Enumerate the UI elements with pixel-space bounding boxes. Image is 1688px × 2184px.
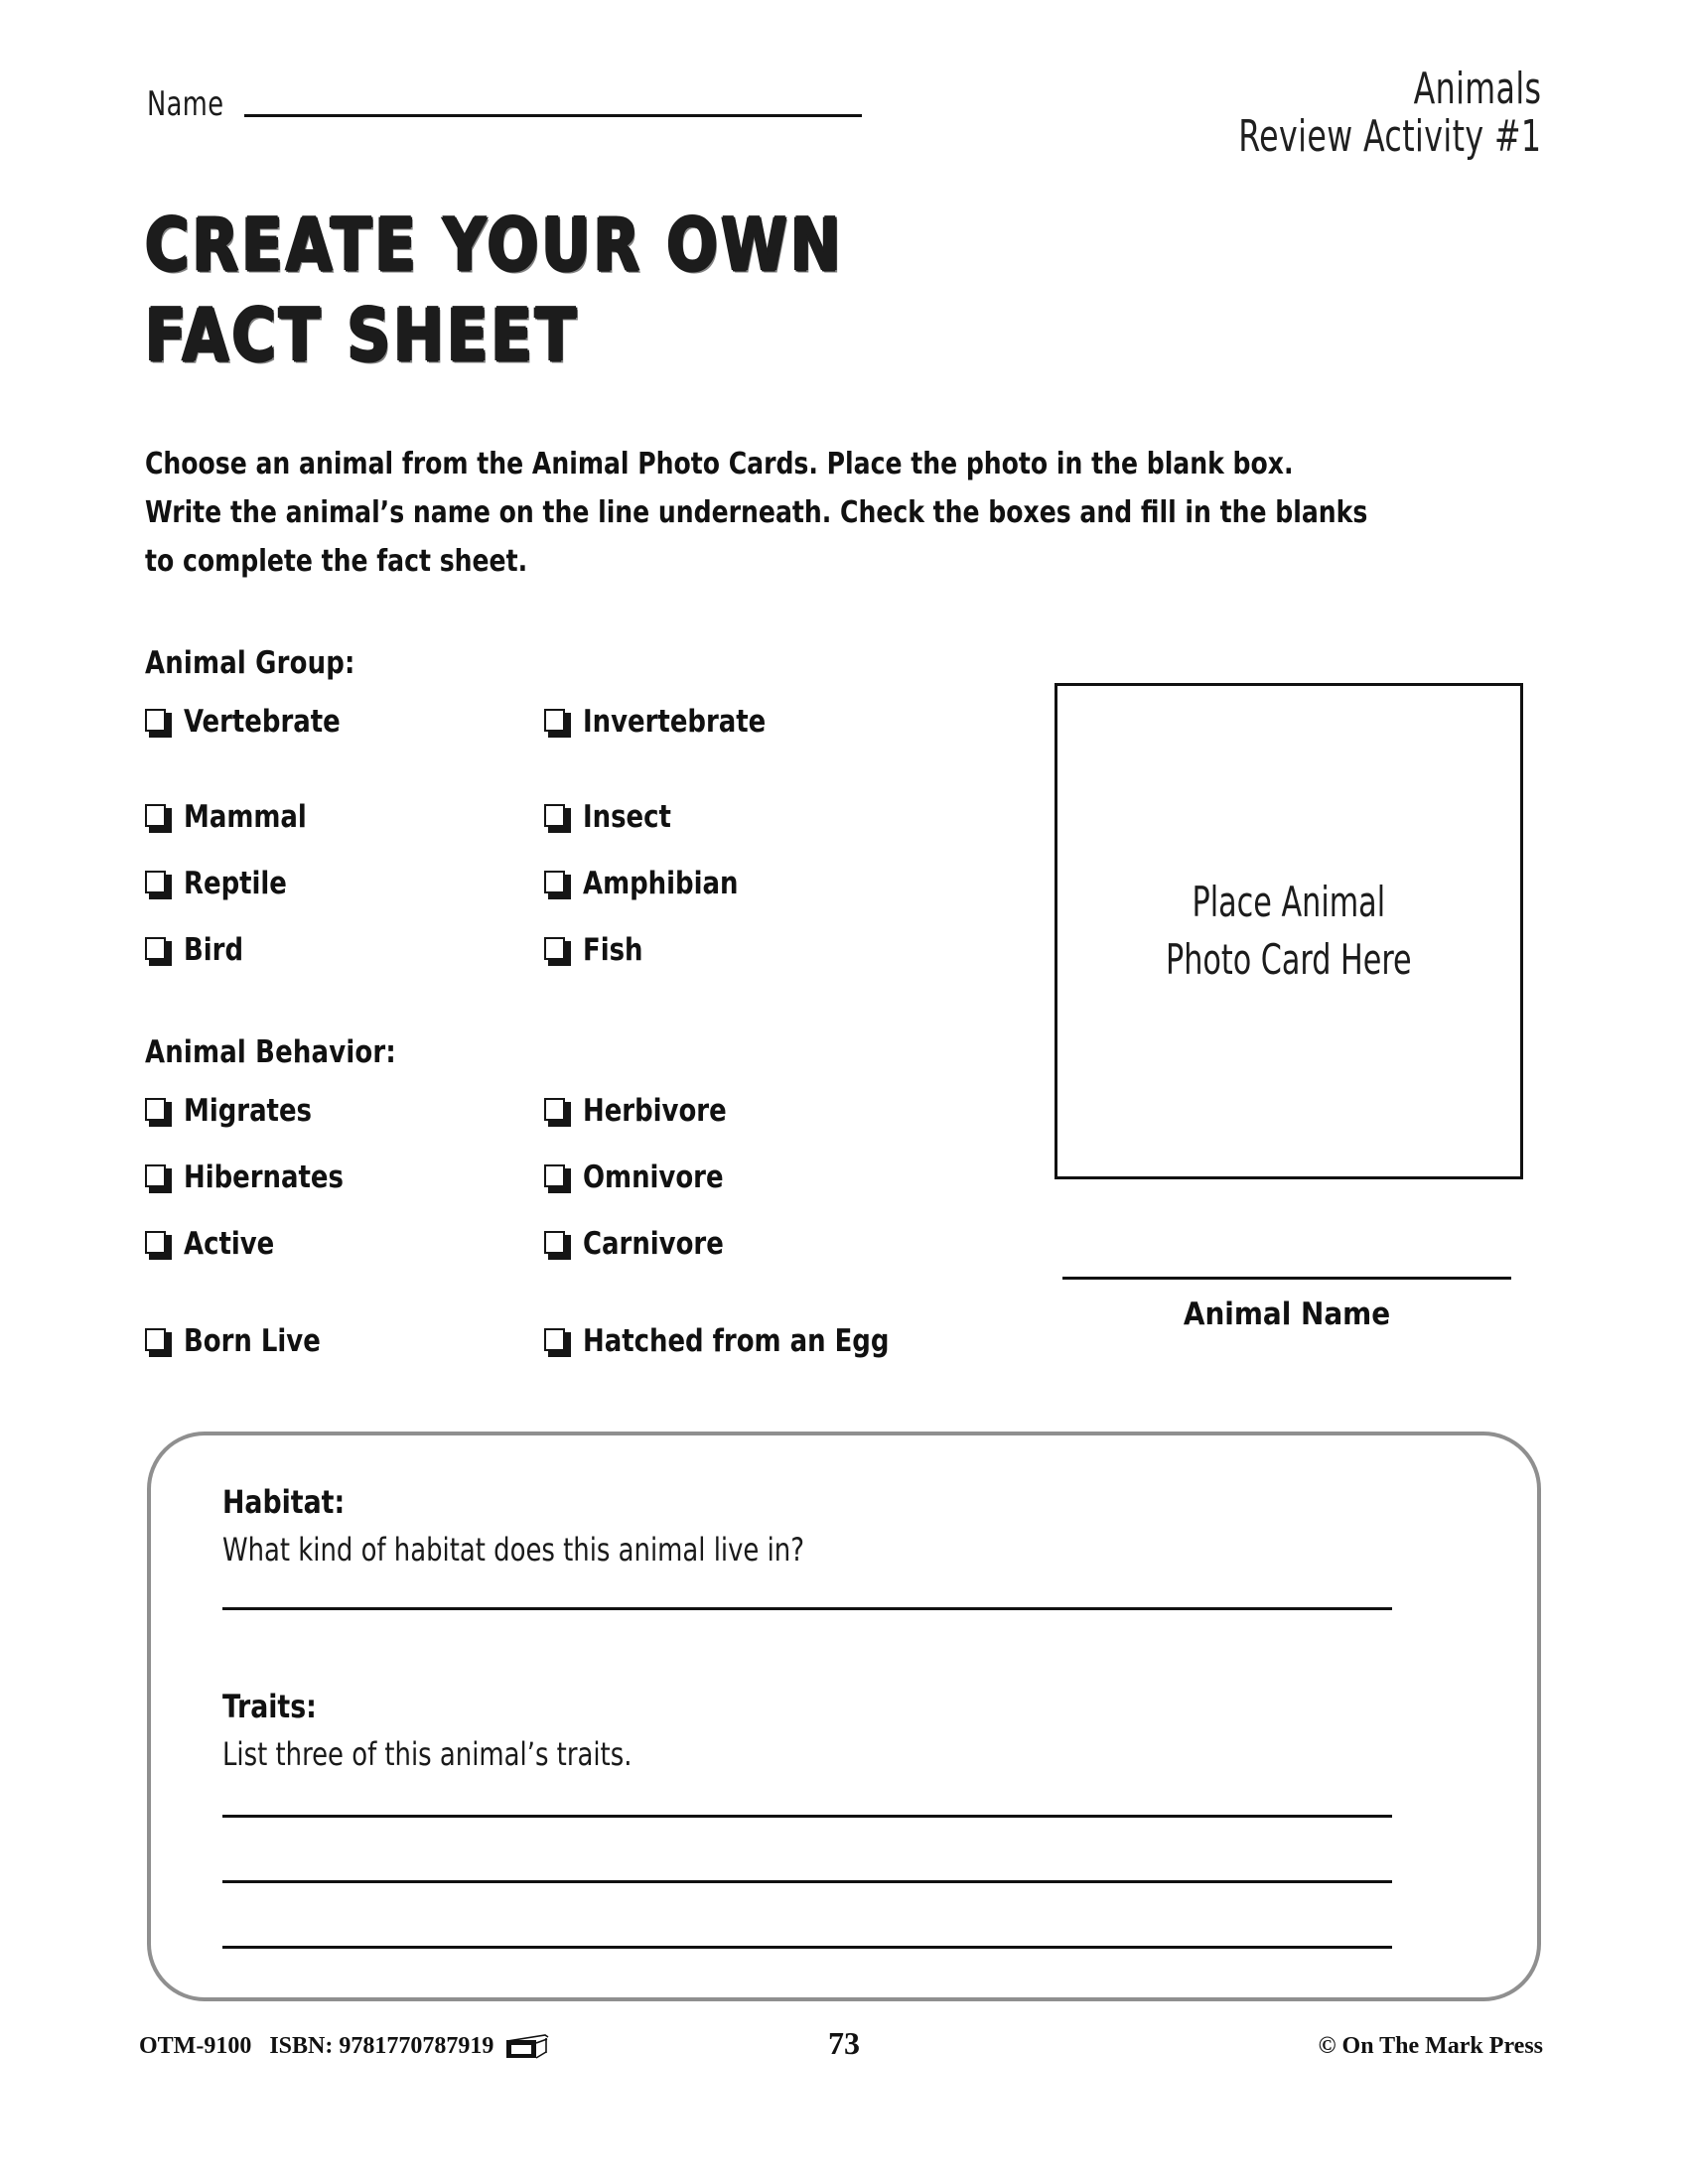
- checkbox-label: Carnivore: [583, 1226, 724, 1262]
- footer-copyright: © On The Mark Press: [1318, 2033, 1543, 2059]
- checkbox-row-fish[interactable]: [544, 932, 647, 968]
- checkbox-label: Herbivore: [583, 1093, 727, 1129]
- checkbox-row-migrates[interactable]: [145, 1093, 322, 1129]
- checkbox-icon[interactable]: [544, 937, 569, 965]
- traits-answer-line-3[interactable]: [222, 1946, 1392, 1949]
- animal-name-caption: Animal Name: [1183, 1297, 1391, 1332]
- page-title-line-2: FACT SHEET: [145, 293, 580, 379]
- checkbox-label: Bird: [184, 932, 244, 968]
- habitat-answer-line[interactable]: [222, 1607, 1392, 1610]
- instructions-line-1: Choose an animal from the Animal Photo Cards. Place the photo in the blank box.: [145, 447, 1294, 481]
- checkbox-icon[interactable]: [544, 1098, 569, 1126]
- checkbox-row-reptile[interactable]: [145, 866, 295, 901]
- checkbox-icon[interactable]: [544, 1164, 569, 1192]
- checkbox-label: Invertebrate: [583, 704, 767, 740]
- checkbox-label: Born Live: [184, 1323, 321, 1359]
- checkbox-row-amphibian[interactable]: [544, 866, 750, 901]
- habitat-question: What kind of habitat does this animal live in?: [222, 1531, 804, 1569]
- checkbox-row-hatched-from-an-egg[interactable]: [544, 1323, 913, 1359]
- instructions-line-2: Write the animal’s name on the line underneath. Check the boxes and fill in the blanks: [145, 494, 1368, 530]
- photo-card-placeholder-line-2: Photo Card Here: [1166, 935, 1412, 984]
- animal-behavior-heading: Animal Behavior:: [145, 1034, 396, 1070]
- checkbox-row-mammal[interactable]: [145, 799, 316, 835]
- photo-card-placeholder-line-1: Place Animal: [1192, 878, 1386, 927]
- traits-question: List three of this animal’s traits.: [222, 1735, 633, 1773]
- checkbox-row-active[interactable]: [145, 1226, 281, 1262]
- checkbox-label: Active: [184, 1226, 275, 1262]
- name-field-row: [147, 84, 862, 124]
- checkbox-label: Migrates: [184, 1093, 313, 1129]
- page-title: [145, 202, 1039, 379]
- traits-answer-line-2[interactable]: [222, 1880, 1392, 1883]
- checkbox-icon[interactable]: [544, 804, 569, 832]
- header-activity: Review Activity #1: [1237, 110, 1541, 162]
- habitat-traits-panel-inner: [151, 1435, 1537, 1997]
- checkbox-icon[interactable]: [145, 1231, 170, 1259]
- checkbox-label: Hatched from an Egg: [583, 1323, 890, 1359]
- name-label: Name: [147, 84, 224, 124]
- checkbox-icon[interactable]: [544, 709, 569, 737]
- checkbox-label: Omnivore: [583, 1160, 724, 1195]
- checkbox-icon[interactable]: [145, 937, 170, 965]
- checkbox-row-hibernates[interactable]: [145, 1162, 355, 1193]
- checkbox-icon[interactable]: [145, 804, 170, 832]
- checkbox-row-herbivore[interactable]: [544, 1093, 738, 1129]
- checkbox-row-insect[interactable]: [544, 799, 678, 835]
- animal-name-write-line[interactable]: [1062, 1277, 1511, 1280]
- checkbox-row-born-live[interactable]: [145, 1323, 331, 1359]
- checkbox-icon[interactable]: [145, 1098, 170, 1126]
- footer-isbn: ISBN: 9781770787919: [269, 2033, 494, 2059]
- name-write-line[interactable]: [244, 114, 862, 117]
- checkbox-row-bird[interactable]: [145, 932, 248, 968]
- instructions: [145, 441, 1525, 587]
- page-number: 73: [828, 2025, 860, 2061]
- checkbox-row-vertebrate[interactable]: [145, 704, 352, 740]
- checkbox-icon[interactable]: [145, 1328, 170, 1356]
- checkbox-label: Insect: [583, 799, 671, 835]
- traits-heading: Traits:: [222, 1688, 317, 1725]
- checkbox-icon[interactable]: [145, 1164, 170, 1192]
- animal-group-heading: Animal Group:: [145, 645, 355, 681]
- photo-card-placeholder-text: [1166, 874, 1412, 989]
- footer-product-code: OTM-9100: [139, 2033, 252, 2059]
- habitat-heading: Habitat:: [222, 1483, 346, 1521]
- instructions-line-3: to complete the fact sheet.: [145, 543, 528, 579]
- checkbox-row-carnivore[interactable]: [544, 1226, 734, 1262]
- traits-answer-line-1[interactable]: [222, 1815, 1392, 1818]
- checkbox-label: Fish: [583, 932, 643, 968]
- checkbox-icon[interactable]: [544, 1328, 569, 1356]
- checkbox-label: Vertebrate: [184, 704, 341, 740]
- checkbox-row-invertebrate[interactable]: [544, 704, 779, 740]
- header-subject: Animals: [1413, 64, 1541, 114]
- habitat-traits-panel: [147, 1432, 1541, 2001]
- checkbox-icon[interactable]: [544, 871, 569, 898]
- checkbox-icon[interactable]: [544, 1231, 569, 1259]
- checkbox-icon[interactable]: [145, 709, 170, 737]
- photo-card-drop-box[interactable]: [1055, 683, 1523, 1179]
- checkbox-label: Amphibian: [583, 866, 739, 901]
- checkbox-row-omnivore[interactable]: [544, 1162, 734, 1193]
- header-subject-block: [1163, 66, 1541, 160]
- checkbox-icon[interactable]: [145, 871, 170, 898]
- checkbox-label: Mammal: [184, 799, 307, 835]
- page-title-line-1: CREATE YOUR OWN: [145, 202, 844, 288]
- checkbox-label: Reptile: [184, 866, 287, 901]
- checkbox-label: Hibernates: [184, 1160, 344, 1195]
